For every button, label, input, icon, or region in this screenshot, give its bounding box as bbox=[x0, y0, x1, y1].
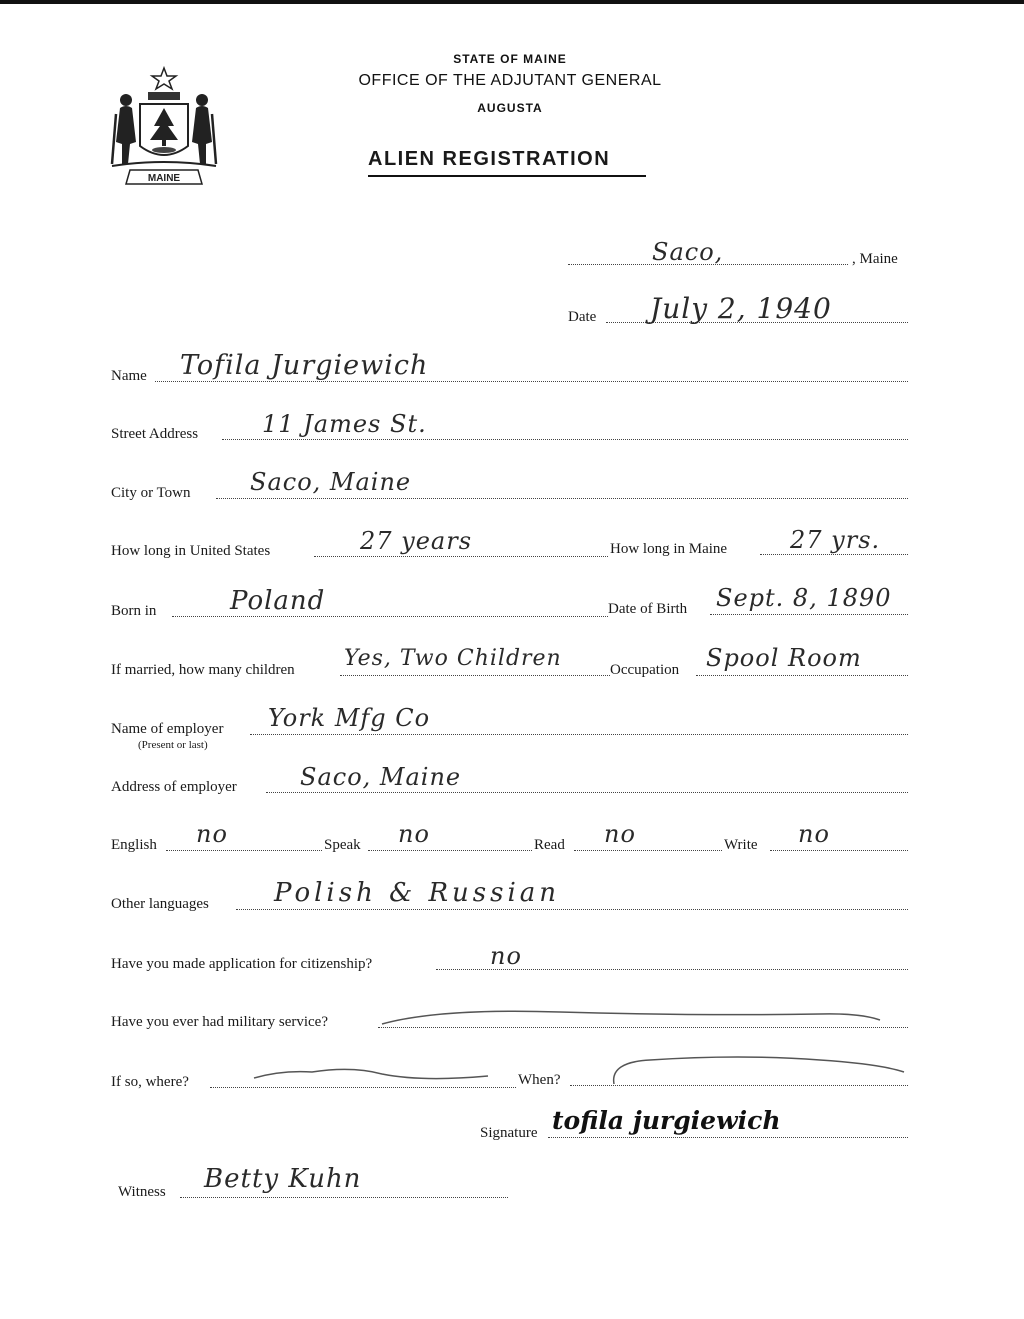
when-label: When? bbox=[518, 1072, 561, 1088]
city-label: City or Town bbox=[111, 485, 191, 501]
employer-value: York Mfg Co bbox=[268, 704, 431, 732]
write-line bbox=[770, 850, 908, 851]
signature-label: Signature bbox=[480, 1125, 538, 1141]
read-line bbox=[574, 850, 722, 851]
city-heading: AUGUSTA bbox=[477, 101, 543, 115]
where-dash-mark bbox=[252, 1060, 492, 1086]
city-value: Saco, Maine bbox=[250, 468, 412, 496]
how-long-maine-label: How long in Maine bbox=[610, 541, 728, 557]
speak-line bbox=[368, 850, 532, 851]
date-of-birth-label: Date of Birth bbox=[608, 601, 688, 617]
born-in-label: Born in bbox=[111, 603, 157, 619]
english-line bbox=[166, 850, 322, 851]
name-value: Tofila Jurgiewich bbox=[180, 350, 429, 381]
born-in-line bbox=[172, 616, 608, 617]
date-of-birth-value: Sept. 8, 1890 bbox=[716, 584, 892, 612]
employer-address-line bbox=[266, 792, 908, 793]
married-label: If married, how many children bbox=[111, 662, 295, 678]
signature-value: tofila jurgiewich bbox=[552, 1106, 781, 1135]
employer-line bbox=[250, 734, 908, 735]
english-value: no bbox=[196, 820, 228, 848]
military-dash-mark bbox=[380, 1002, 890, 1032]
scan-edge bbox=[0, 0, 1024, 4]
state-heading: STATE OF MAINE bbox=[453, 52, 567, 66]
maine-state-seal-icon bbox=[108, 64, 220, 188]
where-label: If so, where? bbox=[111, 1074, 189, 1090]
where-line bbox=[210, 1087, 516, 1088]
occupation-value: Spool Room bbox=[706, 644, 862, 672]
city-line bbox=[216, 498, 908, 499]
speak-value: no bbox=[398, 820, 430, 848]
citizenship-label: Have you made application for citizenship? bbox=[111, 956, 373, 972]
other-languages-label: Other languages bbox=[111, 896, 209, 912]
how-long-maine-line bbox=[760, 554, 908, 555]
date-label: Date bbox=[568, 309, 597, 325]
office-heading: OFFICE OF THE ADJUTANT GENERAL bbox=[358, 72, 662, 89]
read-label: Read bbox=[534, 837, 565, 853]
write-value: no bbox=[798, 820, 830, 848]
street-label: Street Address bbox=[111, 426, 199, 442]
employer-address-value: Saco, Maine bbox=[300, 763, 462, 791]
how-long-maine-value: 27 yrs. bbox=[790, 526, 881, 554]
employer-sublabel: (Present or last) bbox=[138, 739, 208, 751]
title-underline bbox=[368, 175, 646, 177]
how-long-us-line bbox=[314, 556, 608, 557]
how-long-us-label: How long in United States bbox=[111, 543, 271, 559]
born-in-value: Poland bbox=[230, 586, 326, 616]
speak-label: Speak bbox=[324, 837, 361, 853]
how-long-us-value: 27 years bbox=[360, 527, 473, 555]
citizenship-value: no bbox=[490, 942, 522, 970]
place-value: Saco, bbox=[652, 238, 724, 266]
write-label: Write bbox=[724, 837, 758, 853]
military-label: Have you ever had military service? bbox=[111, 1014, 328, 1030]
witness-value: Betty Kuhn bbox=[204, 1164, 362, 1194]
street-value: 11 James St. bbox=[262, 410, 427, 438]
signature-line bbox=[548, 1137, 908, 1138]
street-line bbox=[222, 439, 908, 440]
employer-label: Name of employer bbox=[111, 721, 224, 737]
occupation-label: Occupation bbox=[610, 662, 680, 678]
seal-banner-text: MAINE bbox=[147, 173, 181, 184]
when-dash-mark bbox=[600, 1050, 910, 1086]
maine-suffix-label: , Maine bbox=[852, 251, 898, 267]
date-value: July 2, 1940 bbox=[650, 292, 832, 325]
other-languages-line bbox=[236, 909, 908, 910]
date-of-birth-line bbox=[710, 614, 908, 615]
married-value: Yes, Two Children bbox=[344, 646, 562, 671]
read-value: no bbox=[604, 820, 636, 848]
witness-label: Witness bbox=[118, 1184, 166, 1200]
form-title: ALIEN REGISTRATION bbox=[368, 148, 611, 170]
name-line bbox=[155, 381, 908, 382]
occupation-line bbox=[696, 675, 908, 676]
witness-line bbox=[180, 1197, 508, 1198]
english-label: English bbox=[111, 837, 157, 853]
married-line bbox=[340, 675, 610, 676]
employer-address-label: Address of employer bbox=[111, 779, 237, 795]
other-languages-value: Polish & Russian bbox=[274, 878, 561, 908]
name-label: Name bbox=[111, 368, 147, 384]
